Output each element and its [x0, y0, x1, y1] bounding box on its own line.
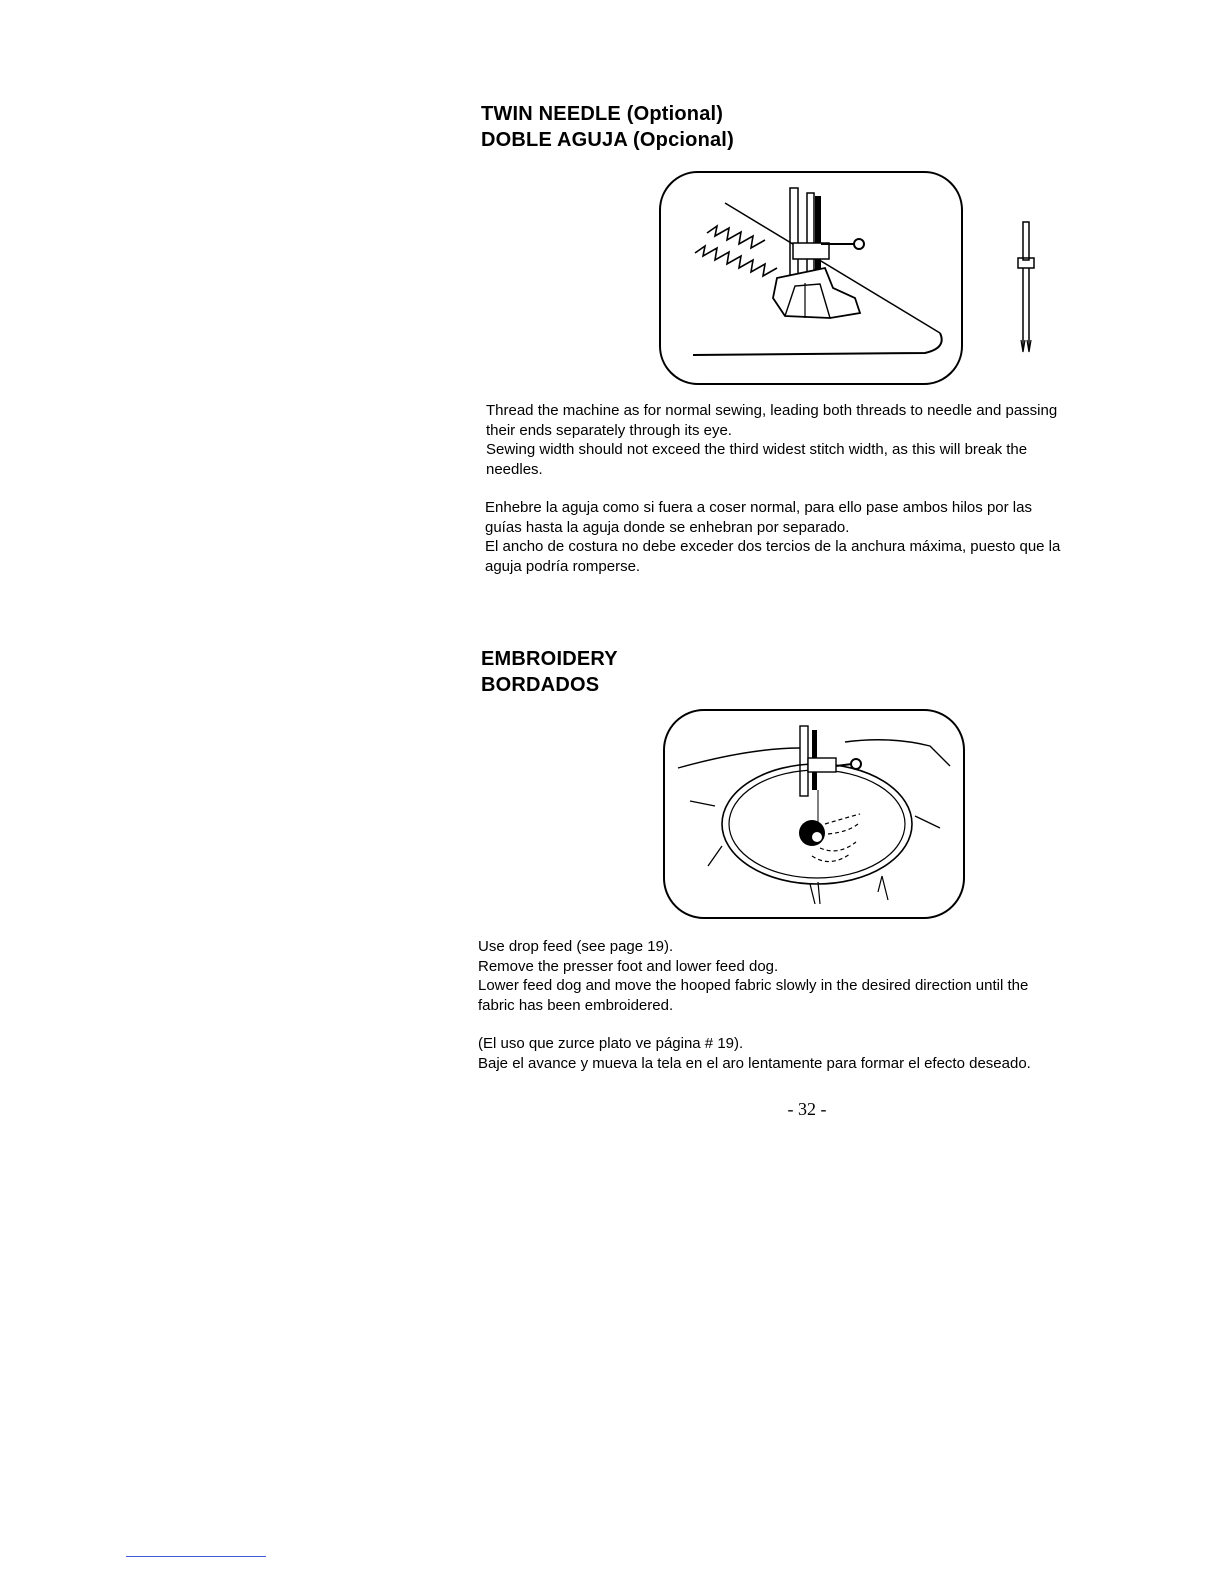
twin-needle-illustration [655, 168, 970, 388]
text-line: (El uso que zurce plato ve página # 19). [478, 1035, 744, 1052]
text-line: Thread the machine as for normal sewing, leading both threads to needle and passing [486, 402, 1058, 419]
twin-needle-title-es: DOBLE AGUJA (Opcional) [481, 129, 734, 151]
text-line: fabric has been embroidered. [478, 996, 674, 1014]
page-number: - 32 - [787, 1099, 827, 1119]
text-line: Remove the presser foot and lower feed dog. [478, 957, 779, 975]
text-line: needles. [486, 460, 543, 478]
embroidery-instructions-es [478, 1034, 1158, 1073]
twin-needle-instructions-en [486, 401, 1156, 479]
text-line: Baje el avance y mueva la tela en el aro lentamente para formar el efecto deseado. [478, 1054, 1031, 1072]
twin-needle-instructions-es [485, 498, 1155, 576]
twin-needle-icon [1015, 220, 1037, 356]
embroidery-title-en: EMBROIDERY [481, 648, 618, 670]
footnote-rule [126, 1556, 266, 1557]
text-line: Enhebre la aguja como si fuera a coser normal, para ello pase ambos hilos por las [485, 499, 1032, 516]
text-line: guías hasta la aguja donde se enhebran por separado. [485, 518, 850, 536]
twin-needle-title-en: TWIN NEEDLE (Optional) [481, 103, 724, 125]
embroidery-title-es: BORDADOS [481, 674, 600, 696]
text-line: El ancho de costura no debe exceder dos tercios de la anchura máxima, puesto que la [485, 538, 1061, 555]
text-line: aguja podría romperse. [485, 557, 641, 575]
embroidery-instructions-en [478, 937, 1158, 1015]
text-line: Lower feed dog and move the hooped fabric slowly in the desired direction until the [478, 977, 1029, 994]
text-line: Use drop feed (see page 19). [478, 938, 674, 955]
embroidery-illustration [660, 706, 970, 922]
text-line: their ends separately through its eye. [486, 421, 732, 439]
text-line: Sewing width should not exceed the third widest stitch width, as this will break the [486, 441, 1028, 458]
